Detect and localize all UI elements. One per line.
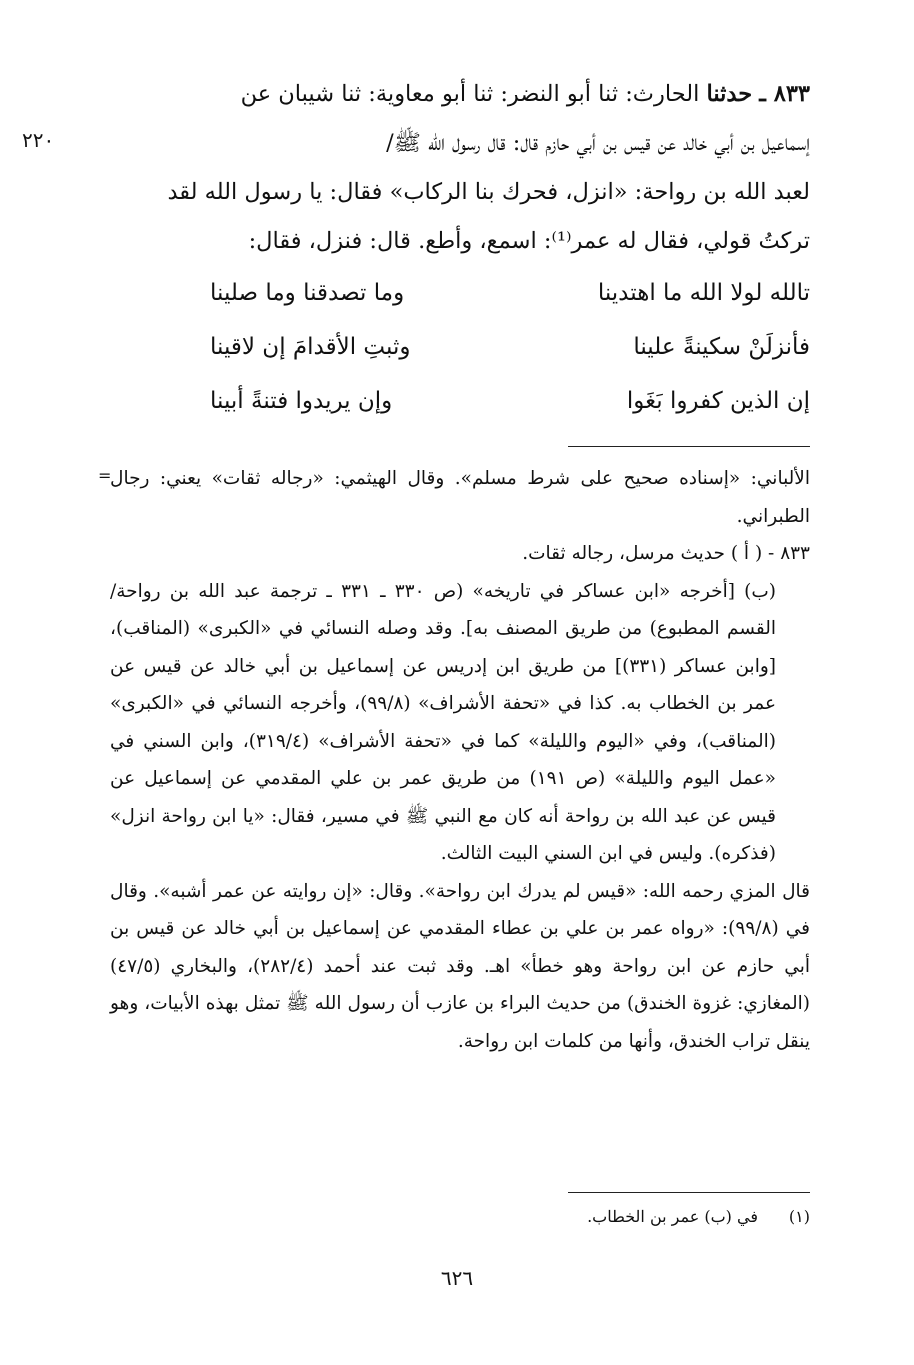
hadith-line-3: لعبد الله بن رواحة: «انزل، فحرك بنا الركاب» فقال: يا رسول الله لقد [167, 179, 810, 205]
note-albani: الألباني: «إسناده صحيح على شرط مسلم». وقال الهيثمي: «رجاله ثقات» يعني: رجال الطبراني. [110, 468, 810, 527]
hadith-number: ٨٣٣ ـ [759, 81, 810, 107]
verse-second-half: وثبتِ الأقدامَ إن لاقينا [210, 334, 411, 360]
note-grading: ٨٣٣ - ( أ ) حديث مرسل، رجاله ثقات. [522, 543, 810, 564]
page-number: ٦٢٦ [440, 1266, 474, 1290]
verse-second-half: وإن يريدوا فتنةً أبينا [210, 388, 393, 414]
verse-first-half: تالله لولا الله ما اهتدينا [597, 280, 810, 306]
poem-verse [210, 334, 810, 388]
margin-reference: ٢٢٠ [22, 128, 55, 152]
footnote-separator [568, 1192, 810, 1193]
footnote [110, 1202, 810, 1232]
continuation-mark: = [98, 466, 112, 485]
footnote-label: (١) [788, 1207, 810, 1226]
footnote-text: في (ب) عمر بن الخطاب. [587, 1207, 758, 1226]
commentary-notes [110, 460, 810, 1060]
hadith-text [110, 70, 810, 266]
verse-second-half: وما تصدقنا وما صلينا [210, 280, 405, 306]
verse-first-half: إن الذين كفروا بَغَوا [626, 388, 810, 414]
poem-verses [210, 280, 810, 442]
note-takhrij: (ب) [أخرجه «ابن عساكر في تاريخه» (ص ٣٣٠ ـ ٣٣١ ـ ترجمة عبد الله بن رواحة/ القسم المطبوع) من طريق المصنف به]. وقد وصله النسائي في «الكبرى» (المناقب)، [وابن عساكر (٣٣١)] من طريق ابن إدريس عن إسماعيل بن أبي خالد عن قيس عن عمر بن الخطاب به. كذا في «تحفة الأشراف» (٩٩/٨)، وأخرجه النسائي في «الكبرى» (المناقب)، وفي «اليوم والليلة» كما في «تحفة الأشراف» (٣١٩/٤)، وابن السني في «عمل اليوم والليلة» (ص ١٩١) من طريق عمر بن علي المقدمي عن إسماعيل عن قيس عن عبد الله بن رواحة أنه كان مع النبي ﷺ في مسير، فقال: «يا ابن رواحة انزل» (فذكره). وليس في ابن السني البيت الثالث. [110, 580, 777, 864]
note-mizzi: قال المزي رحمه الله: «قيس لم يدرك ابن رواحة». وقال: «إن روايته عن عمر أشبه». وقال في (٩٩/٨): «رواه عمر بن علي بن عطاء المقدمي عن إسماعيل بن أبي خالد عن قيس بن أبي حازم عن ابن رواحة وهو خطأ» اهـ. وقد ثبت عند أحمد (٢٨٢/٤)، والبخاري (٤٧/٥) (المغازي: غزوة الخندق) من حديث البراء بن عازب أن رسول الله ﷺ تمثل بهذه الأبيات، وهو ينقل تراب الخندق، وأنها من كلمات ابن رواحة. [110, 880, 810, 1052]
hadith-line-4: تركتُ قولي، فقال له عمر⁽¹⁾: اسمع، وأطع. قال: فنزل، فقال: [248, 228, 810, 254]
hadith-line-1-text: الحارث: ثنا أبو النضر: ثنا أبو معاوية: ثنا شيبان عن [240, 81, 707, 107]
notes-separator [568, 446, 810, 447]
hadith-line-1 [110, 70, 810, 119]
poem-verse [210, 280, 810, 334]
hadith-lead-word: حدثنا [706, 81, 753, 107]
hadith-line-2: إسماعيل بن أبي خالد عن قيس بن أبي حازم قال: قال رسول الله ﷺ/ [386, 130, 810, 156]
verse-first-half: فأنزلَنْ سكينةً علينا [633, 334, 810, 360]
poem-verse [210, 388, 810, 442]
